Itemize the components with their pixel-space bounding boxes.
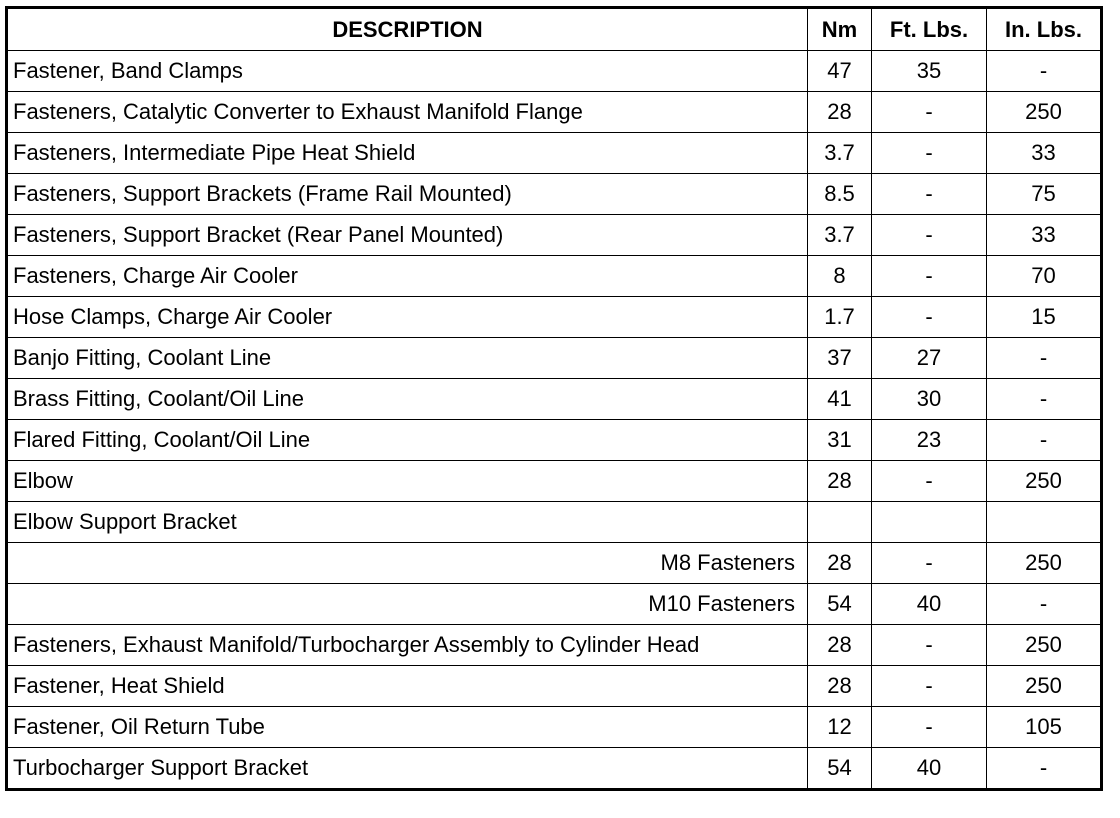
cell-in-lbs: 250 — [987, 625, 1102, 666]
cell-nm: 28 — [808, 543, 872, 584]
cell-in-lbs: 15 — [987, 297, 1102, 338]
cell-nm: 28 — [808, 625, 872, 666]
cell-description: Hose Clamps, Charge Air Cooler — [7, 297, 808, 338]
cell-description: Fasteners, Intermediate Pipe Heat Shield — [7, 133, 808, 174]
cell-in-lbs: 70 — [987, 256, 1102, 297]
table-body — [7, 51, 1102, 790]
cell-nm — [808, 502, 872, 543]
cell-ft-lbs: 27 — [872, 338, 987, 379]
cell-ft-lbs: 23 — [872, 420, 987, 461]
cell-nm: 3.7 — [808, 215, 872, 256]
cell-in-lbs: - — [987, 51, 1102, 92]
cell-ft-lbs: - — [872, 174, 987, 215]
cell-in-lbs: 250 — [987, 92, 1102, 133]
cell-description: Fastener, Oil Return Tube — [7, 707, 808, 748]
cell-ft-lbs: - — [872, 666, 987, 707]
cell-ft-lbs: - — [872, 133, 987, 174]
cell-nm: 12 — [808, 707, 872, 748]
table-row — [7, 707, 1102, 748]
cell-in-lbs: 250 — [987, 461, 1102, 502]
table-row — [7, 379, 1102, 420]
cell-description: Fasteners, Support Bracket (Rear Panel Mounted) — [7, 215, 808, 256]
cell-ft-lbs: - — [872, 625, 987, 666]
cell-in-lbs: 33 — [987, 133, 1102, 174]
table-row — [7, 133, 1102, 174]
table-row — [7, 584, 1102, 625]
cell-in-lbs: - — [987, 584, 1102, 625]
cell-nm: 54 — [808, 584, 872, 625]
table-row — [7, 215, 1102, 256]
cell-description: Elbow — [7, 461, 808, 502]
header-row — [7, 8, 1102, 51]
cell-in-lbs: - — [987, 420, 1102, 461]
cell-in-lbs — [987, 502, 1102, 543]
cell-nm: 37 — [808, 338, 872, 379]
header-in-lbs: In. Lbs. — [987, 8, 1102, 51]
cell-in-lbs: - — [987, 338, 1102, 379]
header-nm: Nm — [808, 8, 872, 51]
cell-ft-lbs: 30 — [872, 379, 987, 420]
cell-nm: 8.5 — [808, 174, 872, 215]
table-row — [7, 502, 1102, 543]
cell-in-lbs: 250 — [987, 543, 1102, 584]
cell-in-lbs: 105 — [987, 707, 1102, 748]
cell-nm: 1.7 — [808, 297, 872, 338]
cell-ft-lbs: - — [872, 92, 987, 133]
cell-nm: 28 — [808, 92, 872, 133]
cell-description: M8 Fasteners — [7, 543, 808, 584]
table-row — [7, 174, 1102, 215]
cell-ft-lbs: 35 — [872, 51, 987, 92]
cell-description: Fasteners, Support Brackets (Frame Rail Mounted) — [7, 174, 808, 215]
table-row — [7, 420, 1102, 461]
torque-spec-table — [5, 6, 1103, 791]
header-description: DESCRIPTION — [7, 8, 808, 51]
cell-in-lbs: 33 — [987, 215, 1102, 256]
cell-nm: 8 — [808, 256, 872, 297]
cell-ft-lbs: 40 — [872, 748, 987, 790]
cell-description: Fasteners, Charge Air Cooler — [7, 256, 808, 297]
cell-description: Fastener, Heat Shield — [7, 666, 808, 707]
cell-in-lbs: 250 — [987, 666, 1102, 707]
table-row — [7, 256, 1102, 297]
cell-nm: 3.7 — [808, 133, 872, 174]
cell-description: Banjo Fitting, Coolant Line — [7, 338, 808, 379]
cell-ft-lbs: - — [872, 707, 987, 748]
cell-in-lbs: - — [987, 748, 1102, 790]
cell-ft-lbs: - — [872, 215, 987, 256]
table-row — [7, 338, 1102, 379]
cell-description: Fasteners, Catalytic Converter to Exhaust Manifold Flange — [7, 92, 808, 133]
table-row — [7, 461, 1102, 502]
header-ft-lbs: Ft. Lbs. — [872, 8, 987, 51]
table-row — [7, 297, 1102, 338]
cell-nm: 41 — [808, 379, 872, 420]
table-row — [7, 625, 1102, 666]
cell-nm: 54 — [808, 748, 872, 790]
table-header — [7, 8, 1102, 51]
cell-nm: 28 — [808, 461, 872, 502]
cell-nm: 47 — [808, 51, 872, 92]
cell-description: Flared Fitting, Coolant/Oil Line — [7, 420, 808, 461]
table-row — [7, 51, 1102, 92]
table-row — [7, 543, 1102, 584]
cell-description: M10 Fasteners — [7, 584, 808, 625]
cell-in-lbs: 75 — [987, 174, 1102, 215]
cell-nm: 31 — [808, 420, 872, 461]
cell-nm: 28 — [808, 666, 872, 707]
cell-ft-lbs: - — [872, 256, 987, 297]
table-row — [7, 666, 1102, 707]
cell-description: Fasteners, Exhaust Manifold/Turbocharger Assembly to Cylinder Head — [7, 625, 808, 666]
cell-ft-lbs: 40 — [872, 584, 987, 625]
cell-ft-lbs: - — [872, 461, 987, 502]
cell-in-lbs: - — [987, 379, 1102, 420]
cell-ft-lbs — [872, 502, 987, 543]
cell-description: Elbow Support Bracket — [7, 502, 808, 543]
cell-description: Turbocharger Support Bracket — [7, 748, 808, 790]
table-row — [7, 92, 1102, 133]
cell-description: Fastener, Band Clamps — [7, 51, 808, 92]
cell-ft-lbs: - — [872, 297, 987, 338]
cell-ft-lbs: - — [872, 543, 987, 584]
table-row — [7, 748, 1102, 790]
cell-description: Brass Fitting, Coolant/Oil Line — [7, 379, 808, 420]
